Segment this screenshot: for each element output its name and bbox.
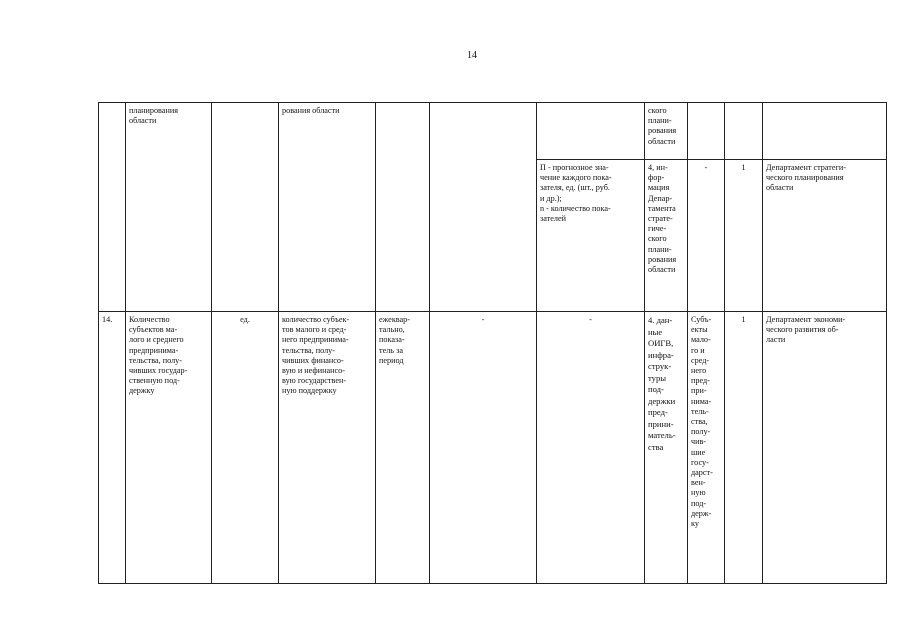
cell-responsible: Департамент стратеги- ческого планирования области xyxy=(763,160,887,312)
cell-coverage: 1 xyxy=(725,160,763,312)
cell-periodicity: ежеквар- тально, показа- тель за период xyxy=(376,312,430,584)
cell-observation-object: Субъ- екты мало- го и сред- него пред- при- нима- тель- ства, полу- чив- шие госу- дарст- вен- ную под- держ- ку xyxy=(688,312,725,584)
cell-definition: количество субъек- тов малого и сред- него предпринима- тельства, полу- чивших финансо- вую и нефинансо- вую государствен- ную поддержку xyxy=(279,312,376,584)
cell-base-indicators xyxy=(537,103,645,160)
cell-number xyxy=(99,103,126,312)
cell-indicator-name: планирования области xyxy=(126,103,212,312)
cell-periodicity xyxy=(376,103,430,312)
cell-collection-method: ского плани- рования области xyxy=(645,103,688,160)
cell-base-indicators: - xyxy=(537,312,645,584)
cell-unit xyxy=(212,103,279,312)
cell-definition: рования области xyxy=(279,103,376,312)
table-row-continued xyxy=(99,103,887,160)
indicators-table xyxy=(98,102,887,584)
cell-indicator-name: Количество субъектов ма- лого и среднего предпринима- тельства, полу- чивших государ- ственную под- держку xyxy=(126,312,212,584)
cell-coverage: 1 xyxy=(725,312,763,584)
cell-responsible: Департамент экономи- ческого развития об- ласти xyxy=(763,312,887,584)
cell-responsible xyxy=(763,103,887,160)
cell-observation-object xyxy=(688,103,725,160)
cell-formula xyxy=(430,103,537,312)
cell-number: 14. xyxy=(99,312,126,584)
cell-base-indicators: П - прогнозное зна- чение каждого пока- зателя, ед. (шт., руб. и др.); n - количество пока- зателей xyxy=(537,160,645,312)
cell-formula: - xyxy=(430,312,537,584)
table-row-14 xyxy=(99,312,887,584)
page-number: 14 xyxy=(467,50,477,61)
cell-coverage xyxy=(725,103,763,160)
cell-unit: ед. xyxy=(212,312,279,584)
cell-collection-method: 4, ин- фор- мация Депар- тамента страте- гиче- ского плани- рования области xyxy=(645,160,688,312)
cell-collection-method: 4. дан- ные ОИГВ, инфра- струк- туры под- держки пред- прини- матель- ства xyxy=(645,312,688,584)
cell-observation-object: - xyxy=(688,160,725,312)
